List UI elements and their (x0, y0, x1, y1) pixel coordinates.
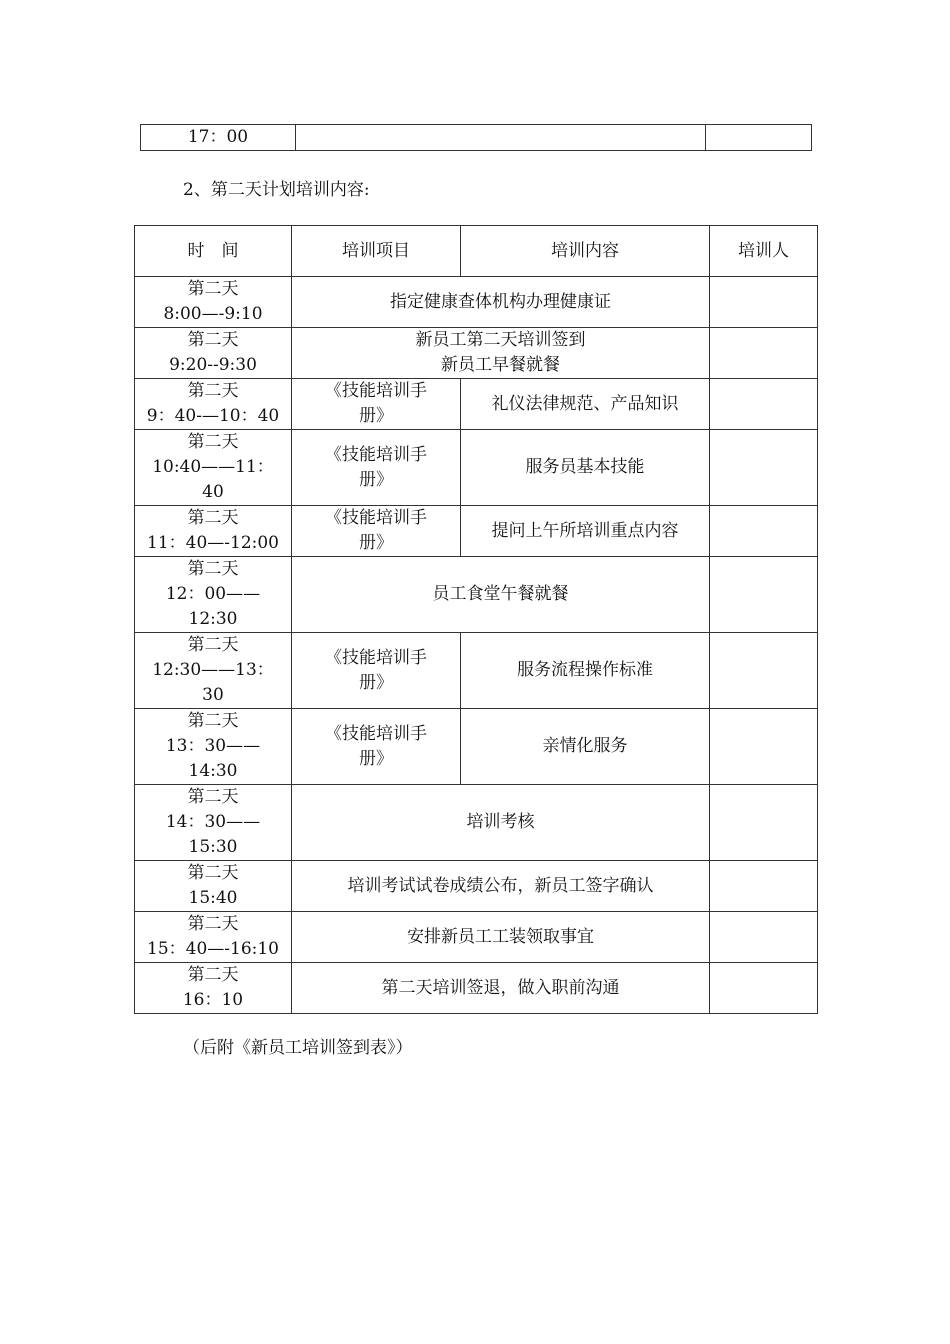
trainer-cell (710, 785, 818, 861)
item-cell: 《技能培训手 册》 (292, 633, 461, 709)
table-row (135, 277, 818, 328)
merged-content-cell: 培训考试试卷成绩公布，新员工签字确认 (292, 861, 710, 912)
time-cell: 第二天 11：40—-12:00 (135, 506, 292, 557)
table-row (135, 785, 818, 861)
table-row (135, 633, 818, 709)
trainer-cell (710, 430, 818, 506)
merged-content-cell: 第二天培训签退，做入职前沟通 (292, 963, 710, 1014)
time-cell: 第二天 15:40 (135, 861, 292, 912)
table-row (135, 430, 818, 506)
trainer-cell (710, 277, 818, 328)
merged-content-cell: 安排新员工工装领取事宜 (292, 912, 710, 963)
time-cell: 第二天 15：40—-16:10 (135, 912, 292, 963)
trainer-cell (706, 125, 812, 151)
table-row (135, 709, 818, 785)
header-content: 培训内容 (461, 226, 710, 277)
trainer-cell (710, 912, 818, 963)
table-row (135, 506, 818, 557)
trainer-cell (710, 557, 818, 633)
item-cell (296, 125, 706, 151)
trainer-cell (710, 709, 818, 785)
trainer-cell (710, 861, 818, 912)
section-heading: 2、第二天计划培训内容: (183, 180, 370, 200)
table-row (135, 557, 818, 633)
trainer-cell (710, 328, 818, 379)
table-row (135, 861, 818, 912)
previous-schedule-table-tail (140, 124, 812, 151)
trainer-cell (710, 379, 818, 430)
content-cell: 服务员基本技能 (461, 430, 710, 506)
time-cell: 第二天 12：00—— 12:30 (135, 557, 292, 633)
item-cell: 《技能培训手 册》 (292, 430, 461, 506)
header-trainer: 培训人 (710, 226, 818, 277)
table-row (135, 912, 818, 963)
header-item: 培训项目 (292, 226, 461, 277)
item-cell: 《技能培训手 册》 (292, 709, 461, 785)
header-time: 时 间 (135, 226, 292, 277)
table-row (141, 125, 812, 151)
time-cell: 17：00 (141, 125, 296, 151)
time-cell: 第二天 14：30—— 15:30 (135, 785, 292, 861)
merged-content-cell: 培训考核 (292, 785, 710, 861)
time-cell: 第二天 8:00—-9:10 (135, 277, 292, 328)
time-cell: 第二天 16：10 (135, 963, 292, 1014)
content-cell: 礼仪法律规范、产品知识 (461, 379, 710, 430)
trainer-cell (710, 506, 818, 557)
item-cell: 《技能培训手 册》 (292, 379, 461, 430)
day-two-training-table (134, 225, 818, 1014)
time-cell: 第二天 9：40-—10：40 (135, 379, 292, 430)
content-cell: 服务流程操作标准 (461, 633, 710, 709)
content-cell: 提问上午所培训重点内容 (461, 506, 710, 557)
time-cell: 第二天 12:30——13： 30 (135, 633, 292, 709)
content-cell: 亲情化服务 (461, 709, 710, 785)
merged-content-cell: 指定健康查体机构办理健康证 (292, 277, 710, 328)
merged-content-cell: 员工食堂午餐就餐 (292, 557, 710, 633)
table-row (135, 963, 818, 1014)
table-row (135, 328, 818, 379)
time-cell: 第二天 10:40——11： 40 (135, 430, 292, 506)
time-cell: 第二天 13：30—— 14:30 (135, 709, 292, 785)
table-row (135, 379, 818, 430)
merged-content-cell: 新员工第二天培训签到 新员工早餐就餐 (292, 328, 710, 379)
item-cell: 《技能培训手 册》 (292, 506, 461, 557)
trainer-cell (710, 633, 818, 709)
time-cell: 第二天 9:20--9:30 (135, 328, 292, 379)
table-header-row (135, 226, 818, 277)
trainer-cell (710, 963, 818, 1014)
attachment-note: （后附《新员工培训签到表》） (183, 1038, 413, 1058)
